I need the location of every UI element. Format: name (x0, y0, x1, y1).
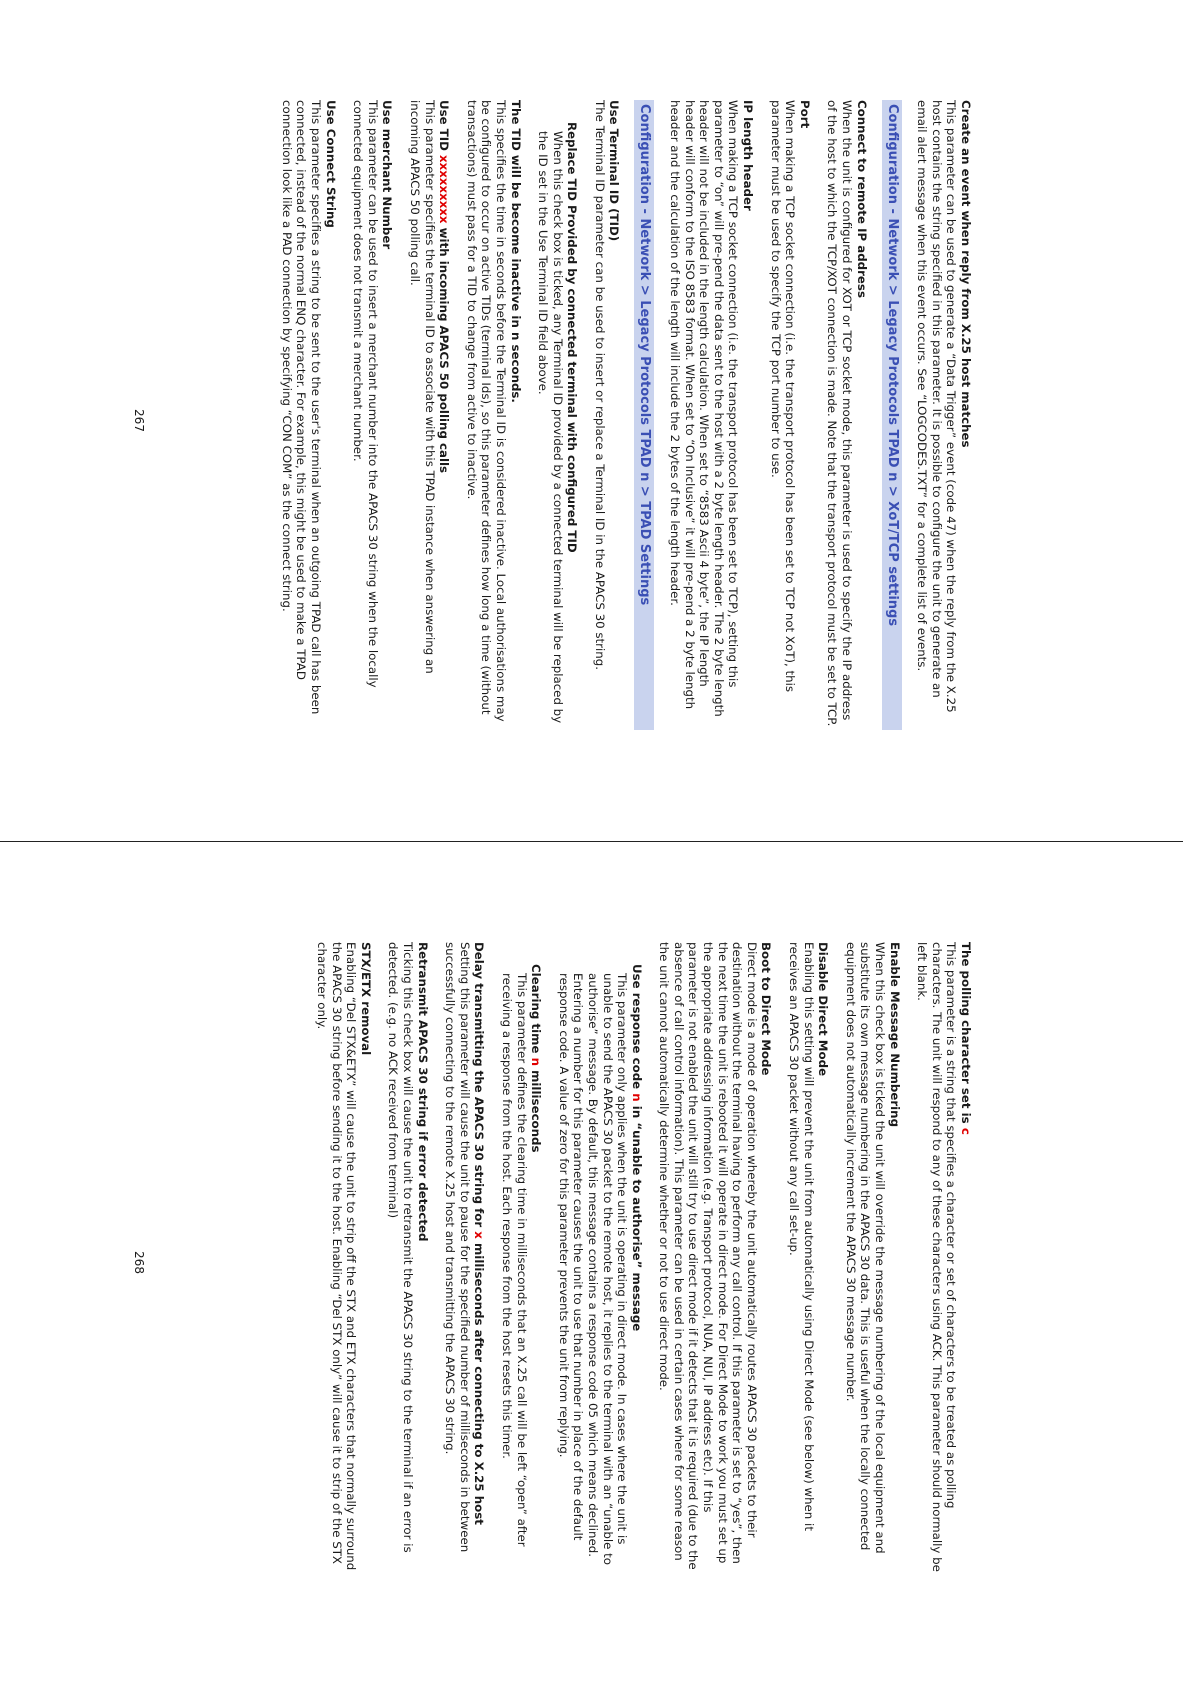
parameter-block (843, 942, 901, 1572)
parameter-title: STX/ETX removal (358, 942, 373, 1056)
parameter-description: Enabling this setting will prevent the unit from automatically using Direct Mode (see below) when it receives an APACS 30 packet without any call set-up. (787, 942, 816, 1531)
parameter-block (786, 942, 830, 1572)
parameter-title (437, 100, 452, 730)
manual-page-267 (0, 0, 1183, 841)
parameter-block (592, 100, 621, 730)
manual-page-268 (0, 842, 1183, 1683)
parameter-description: This specifies the time in seconds before the Terminal ID is considered inactive. Local authorisations may be configured to occur on active TIDs (terminal Ids), so this parameter defines how long a time (without transactions) must pass for a TID to change from active to inactive. (464, 100, 508, 722)
parameter-description: The Terminal ID parameter can be used to insert or replace a Terminal ID in the APACS 30 string. (592, 100, 607, 670)
parameter-title: Connect to remote IP address (854, 100, 869, 298)
variable-placeholder: c (959, 1127, 973, 1135)
parameter-block (314, 942, 372, 1572)
parameter-title: Retransmit APACS 30 string if error detected (415, 942, 430, 1242)
title-text: milliseconds after connecting to X.25 host (472, 1238, 487, 1525)
title-text: The polling character set is (959, 942, 973, 1128)
parameter-description: This parameter specifies the terminal ID to associate with this TPAD instance when answering an incoming APACS 50 polling call. (407, 100, 437, 674)
parameter-block (386, 942, 430, 1572)
parameter-description: Direct mode is a mode of operation whereby the unit automatically routes APACS 30 packets to their destination without the terminal having to perform any call control. If this parameter is set to “yes”, then the next time the unit is rebooted it will operate in direct mode. For Direct Mode to work you must set up the appropriate addressing information (e.g. Transport protocol, NUA, NUI, IP address etc). If this parameter is not enabled the unit will still try to use direct mode if it detects that it is required (due to the absence of call control information). This parameter can be used in certain cases where for some reason the unit cannot automatically determine whether or not to use direct mode. (657, 942, 759, 1570)
parameter-block (768, 100, 812, 730)
parameter-title: Create an event when reply from X.25 host matches (959, 100, 973, 448)
parameter-title: Boot to Direct Mode (759, 942, 774, 1076)
parameter-description: This parameter only applies when the unit is operating in direct mode. In cases where the unit is unable to send the APACS 30 packet to the remote host, it replies to the terminal with an “unable to authorise” message. By default, this message contains a response code 05 which means declined. Entering a number for this parameter causes the unit to use that number in place of the default response code. A value of zero for this parameter prevents the unit from replying. (556, 973, 630, 1565)
parameter-description: This parameter specifies a string to be sent to the user's terminal when an outgoing TPAD call has been connected, instead of the normal ENQ character. For example, this might be used to make a TPAD connection look like a PAD connection by specifying “CON COM” as the connect string. (279, 100, 323, 715)
title-text: Use TID (437, 100, 452, 156)
variable-placeholder: xxxxxxxxx (437, 155, 452, 224)
parameter-block (464, 100, 522, 730)
title-text: Clearing time (529, 964, 544, 1058)
parameter-title: Use Connect String (323, 100, 338, 228)
parameter-title: Use merchant Number (380, 100, 395, 250)
variable-placeholder: n (629, 1093, 644, 1102)
parameter-title: Use Terminal ID (TID) (607, 100, 622, 242)
parameter-description: When this check box is ticked, any Terminal ID provided by a connected terminal will be replaced by the ID set in the Use Terminal ID field above. (536, 131, 565, 724)
parameter-title: Disable Direct Mode (816, 942, 831, 1077)
parameter-block (657, 942, 774, 1572)
parameter-title: Enable Message Numbering (887, 942, 902, 1128)
parameter-description: This parameter can be used to insert a merchant number into the APACS 30 string when the locally connected equipment does not transmit a merchant number. (351, 100, 380, 688)
section-heading: Configuration - Network > Legacy Protocols TPAD n > TPAD Settings (635, 100, 655, 730)
parameter-block (407, 100, 451, 730)
parameter-title: Replace TID Provided by connected terminal with configured TID (565, 122, 580, 553)
parameter-title (529, 964, 544, 1572)
parameter-title: IP length header (741, 100, 756, 211)
parameter-title (958, 942, 973, 1572)
parameter-description: When this check box is ticked the unit will override the message numbering of the local equipment and substitute its own message numbering in the APACS 30 data. This is useful when the locally connected equipment does not automatically increment the APACS 30 message number. (843, 942, 888, 1554)
parameter-description: When making a TCP socket connection (i.e. the transport protocol has been set to TCP not XoT), this parameter must be used to specify the TCP port number to use. (768, 100, 798, 693)
title-text: Delay transmitting the APACS 30 string for (472, 942, 487, 1232)
variable-placeholder: n (529, 1057, 544, 1066)
parameter-block (915, 100, 973, 730)
parameter-block (499, 942, 543, 1572)
parameter-description: When making a TCP socket connection (i.e. the transport protocol has been set to TCP), setting this parameter to “on” will pre-pend the data sent to the host with a 2 byte length header. The 2 byte length header will not be included in the length calculation. When set to “8583 Ascii 4 byte”, the IP length header will conform to the ISO 8583 format. When set to “On Inclusive” it will pre-pend a 2 byte length header and the calculation of the length will include the 2 bytes of the length header. (668, 100, 741, 717)
parameter-block (443, 942, 487, 1572)
parameter-block (279, 100, 337, 730)
title-text: in “unable to authorise” message (629, 1101, 644, 1332)
title-text: Use response code (629, 964, 644, 1094)
parameter-title (472, 942, 487, 1572)
parameter-description: Ticking this check box will cause the unit to retransmit the APACS 30 string to the terminal if an error is detected. (e.g. no ACK received from terminal) (386, 942, 415, 1553)
parameter-title: Port (797, 100, 812, 129)
page-content (266, 100, 973, 730)
title-text: with incoming APACS 50 polling calls (437, 223, 452, 474)
parameter-title: The TID will be become inactive in n seconds. (508, 100, 523, 403)
parameter-block (536, 100, 580, 730)
page-content (301, 942, 973, 1572)
parameter-description: Setting this parameter will cause the unit to pause for the specified number of milliseconds in between successfully connecting to the remote X.25 host and transmitting the APACS 30 string. (443, 942, 472, 1553)
parameter-block (668, 100, 756, 730)
parameter-description: When the unit is configured for XOT or TCP socket mode, this parameter is used to specify the IP address of the host to which the TCP/XOT connection is made. Note that the transport protocol must be set to TCP. (825, 100, 855, 727)
section-heading: Configuration - Network > Legacy Protocols TPAD n > XoT/TCP settings (882, 100, 902, 730)
parameter-title (629, 964, 644, 1572)
parameter-description: Enabling “Del STX&ETX” will cause the unit to strip off the STX and ETX characters that normally surround the APACS 30 string before sending it to the host. Enabling “Del STX only” will cause it to strip of the STX character only. (315, 942, 359, 1571)
parameter-block (915, 942, 973, 1572)
parameter-description: This parameter defines the clearing time in milliseconds that an X.25 call will be left “open” after receiving a response from the host. Each response from the host resets this timer. (499, 973, 529, 1547)
parameter-block (825, 100, 869, 730)
parameter-block (351, 100, 395, 730)
page-number: 268 (132, 1251, 146, 1274)
variable-placeholder: x (472, 1231, 487, 1239)
parameter-block (556, 942, 644, 1572)
parameter-description: This parameter can be used to generate a “Data Trigger” event (code 47) when the reply from the X.25 host contains the string specified in this parameter. It is possible to configure the unit to generate an email alert message when this event occurs. See “LOGCODES.TXT” for a complete list of events. (915, 100, 959, 713)
document-sheet-bottom (0, 842, 1183, 1683)
title-text: milliseconds (529, 1065, 544, 1153)
parameter-description: This parameter is a string that specifies a character or set of characters to be treated as polling characters. The unit will respond to any of these characters using ACK. This parameter should normally be left blank. (915, 942, 959, 1572)
page-number: 267 (132, 409, 146, 432)
